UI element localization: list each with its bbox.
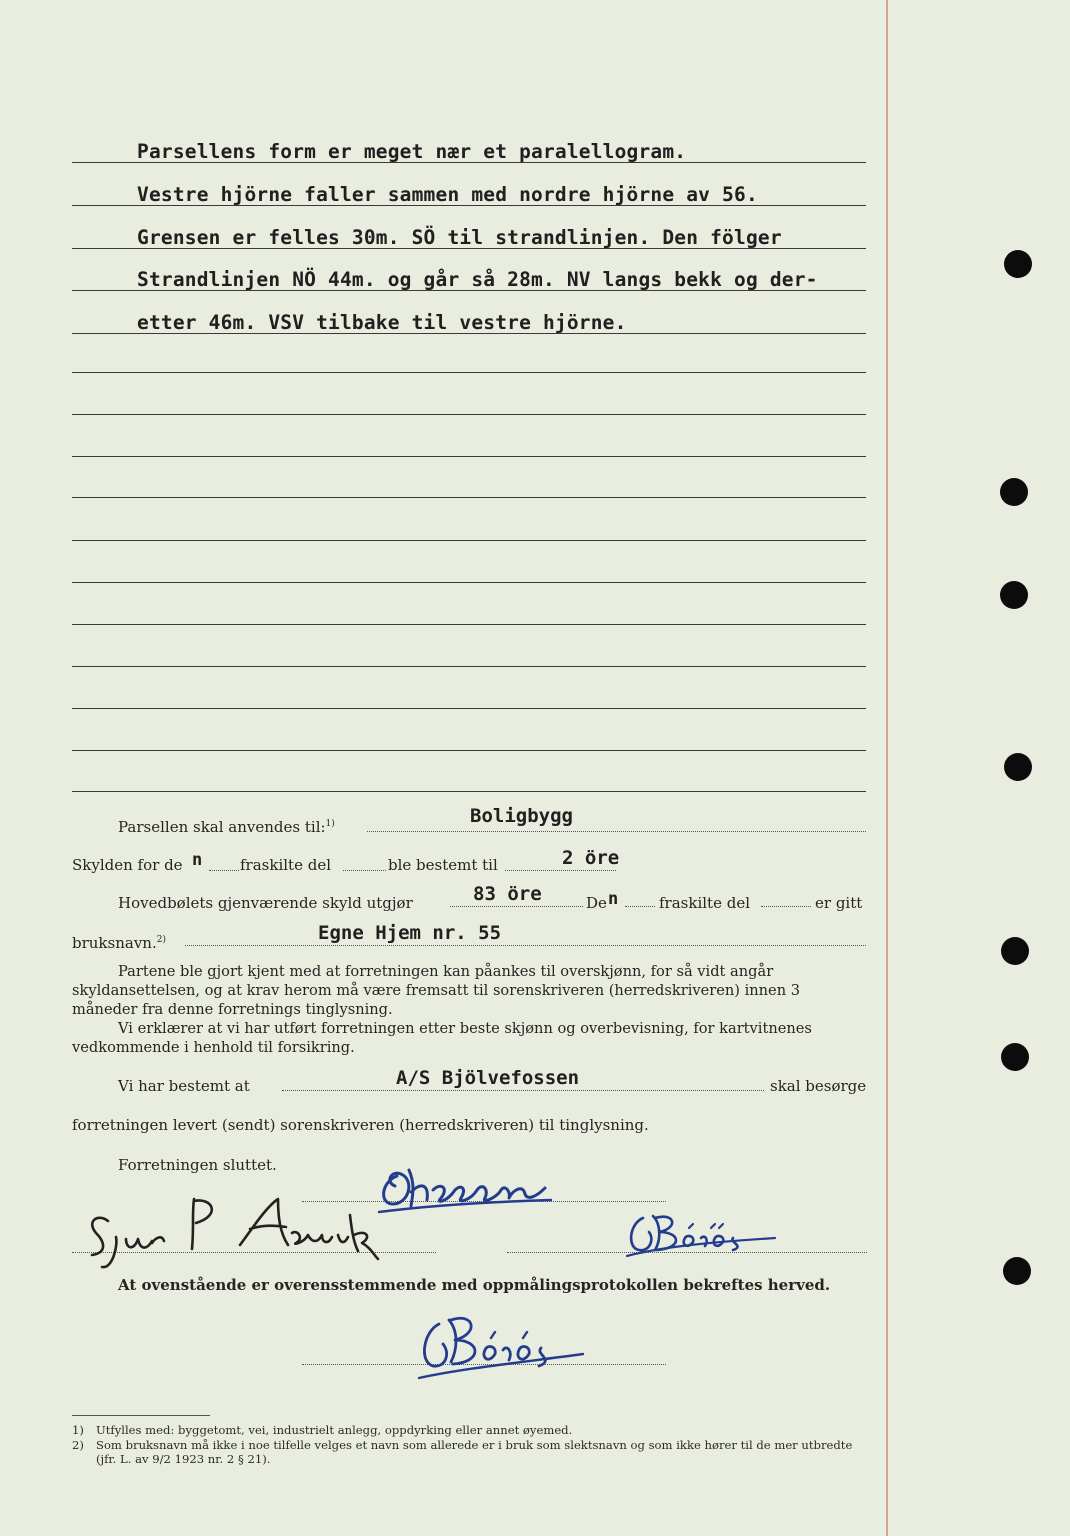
hoved-insert: n	[608, 889, 619, 909]
binder-hole	[1004, 250, 1032, 278]
fill-line	[282, 1090, 764, 1091]
ruled-line	[72, 708, 866, 709]
binder-hole	[1001, 1043, 1029, 1071]
ruled-line	[72, 791, 866, 792]
ruled-line	[72, 372, 866, 373]
bruksnavn-fill-line	[185, 945, 866, 946]
typed-description-line: etter 46m. VSV tilbake til vestre hjörne.	[137, 311, 627, 334]
binder-hole	[1000, 581, 1028, 609]
footnotes	[72, 1423, 872, 1467]
binder-hole	[1001, 937, 1029, 965]
binder-hole	[1004, 753, 1032, 781]
typed-description-line: Grensen er felles 30m. SÖ til strandlinjen. Den fölger	[137, 226, 782, 249]
signature-sjur-aawik	[82, 1193, 382, 1277]
skyld-value: 2 öre	[562, 847, 620, 869]
bestemt-label: Vi har bestemt at	[118, 1077, 250, 1095]
ruled-line	[72, 582, 866, 583]
ruled-line	[72, 456, 866, 457]
fill-line	[625, 906, 655, 907]
ruled-line	[72, 414, 866, 415]
signature-ohoppan	[375, 1160, 555, 1224]
hoved-value: 83 öre	[473, 883, 542, 905]
levert-line: forretningen levert (sendt) sorenskriveren (herredskriveren) til tinglysning.	[72, 1116, 649, 1134]
hoved-label-3: fraskilte del	[659, 894, 750, 912]
ruled-line	[72, 750, 866, 751]
footnote-2: 2) Som bruksnavn må ikke i noe tilfelle velges et navn som allerede er i bruk som slektsnavn og som ikke hører til de mer utbredte (jfr. L. av 9/2 1923 nr. 2 § 21).	[72, 1437, 853, 1466]
usage-value: Boligbygg	[470, 805, 573, 827]
skyld-label-2: fraskilte del	[240, 856, 331, 874]
skyld-insert: n	[192, 850, 203, 870]
signature-boros	[625, 1210, 785, 1264]
usage-label: Parsellen skal anvendes til:$^{1)}$	[118, 818, 335, 836]
signature-boros-certify	[415, 1310, 595, 1384]
usage-fill-line	[367, 831, 866, 832]
fill-line	[450, 906, 583, 907]
binder-hole	[1000, 478, 1028, 506]
declaration-paragraph: Vi erklærer at vi har utført forretningen etter beste skjønn og overbevisning, for kartvitnenes vedkommende i henhold til forsikring.	[72, 1020, 812, 1056]
ruled-line	[72, 624, 866, 625]
bestemt-value: A/S Bjölvefossen	[396, 1067, 580, 1089]
appeal-paragraph: Partene ble gjort kjent med at forretningen kan påankes til overskjønn, for så vidt angår skyldansettelsen, og at krav herom må være fremsatt til sorenskriveren (herredskriveren) innen 3 måneder fra denne forretnings tinglysning.	[72, 963, 801, 1018]
typed-description-line: Strandlinjen NÖ 44m. og går så 28m. NV langs bekk og der-	[137, 268, 818, 291]
binder-hole	[1003, 1257, 1031, 1285]
skyld-label: Skylden for de	[72, 856, 183, 874]
bruksnavn-label: bruksnavn.$^{2)}$	[72, 934, 166, 952]
fill-line	[505, 870, 616, 871]
fill-line	[209, 870, 239, 871]
typed-description-line: Parsellens form er meget nær et paralellogram.	[137, 140, 687, 163]
bestemt-label-2: skal besørge	[770, 1077, 867, 1095]
footnote-1: 1) Utfylles med: byggetomt, vei, industrielt anlegg, oppdyrking eller annet øyemed.	[72, 1423, 573, 1437]
certification-statement: At ovenstående er overensstemmende med oppmålingsprotokollen bekreftes herved.	[118, 1276, 831, 1294]
footnote-rule	[72, 1415, 210, 1416]
margin-rule	[886, 0, 888, 1536]
ruled-line	[72, 497, 866, 498]
skyld-label-3: ble bestemt til	[388, 856, 498, 874]
hoved-label-4: er gitt	[815, 894, 863, 912]
hoved-label: Hovedbølets gjenværende skyld utgjør	[118, 894, 413, 912]
typed-description-line: Vestre hjörne faller sammen med nordre hjörne av 56.	[137, 183, 758, 206]
ruled-line	[72, 540, 866, 541]
legal-text	[72, 962, 868, 1057]
sluttet-label: Forretningen sluttet.	[118, 1156, 277, 1174]
fill-line	[761, 906, 811, 907]
hoved-label-2: De	[586, 894, 607, 912]
ruled-line	[72, 666, 866, 667]
fill-line	[343, 870, 386, 871]
bruksnavn-value: Egne Hjem nr. 55	[318, 922, 502, 944]
